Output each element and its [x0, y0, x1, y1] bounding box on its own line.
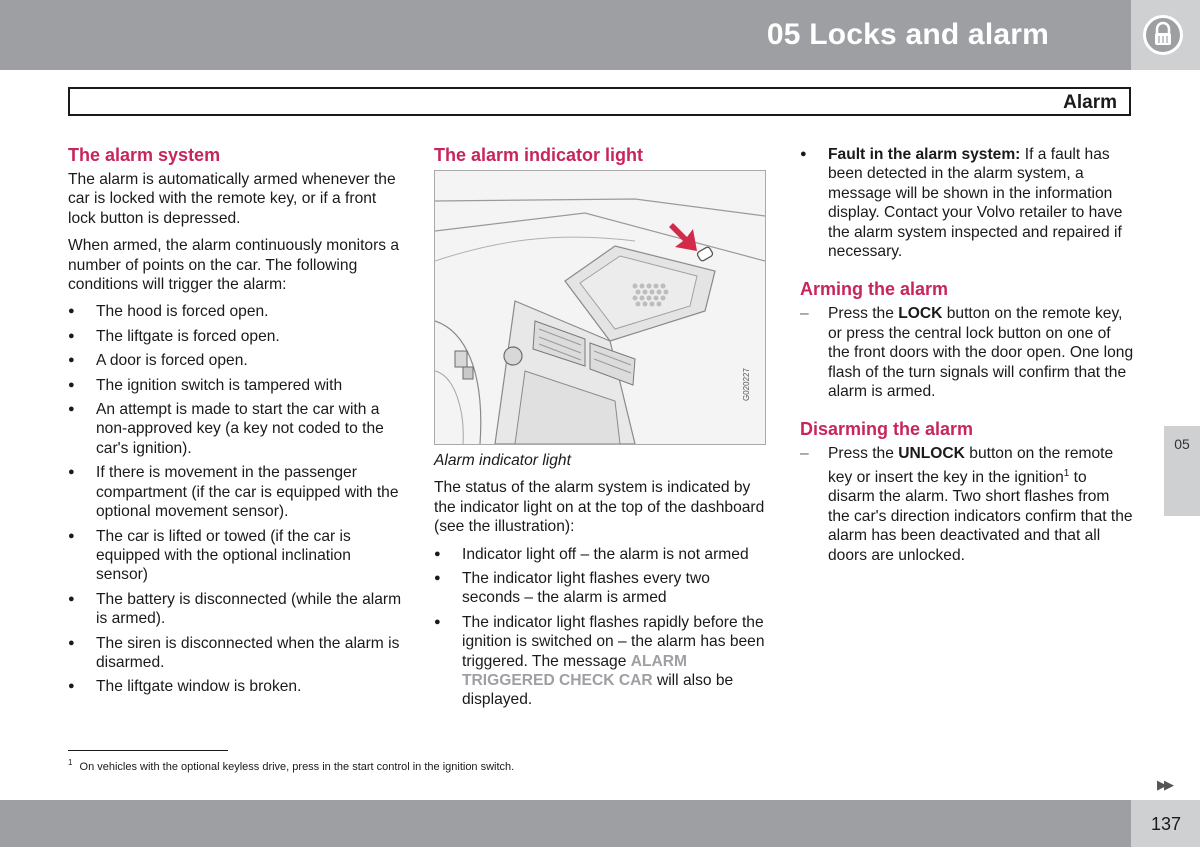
page-number-box [1131, 800, 1200, 847]
arming-steps [800, 304, 1134, 401]
paragraph: When armed, the alarm continuously monitors a number of points on the car. The following conditions will trigger the alarm: [68, 237, 400, 294]
step-text: button on the remote key, or press the central lock button on one of the front doors with the door open. One long flash of the turn signals will confirm that the alarm is armed. [828, 305, 1134, 401]
fault-list [800, 145, 1134, 261]
chapter-icon-box [1131, 0, 1200, 70]
step-text: Press the [828, 445, 894, 463]
section-title: Alarm [1063, 92, 1117, 113]
column-arming [800, 145, 1134, 570]
list-item: ● The liftgate is forced open. [68, 327, 403, 346]
list-item: ● The ignition switch is tampered with [68, 376, 403, 395]
footnote [68, 758, 514, 773]
footnote-divider [68, 750, 228, 751]
lock-button-label: LOCK [898, 305, 943, 323]
page-number: 137 [1150, 814, 1181, 834]
figure-caption: Alarm indicator light [434, 452, 571, 469]
footer-bar [0, 800, 1131, 847]
paragraph: The alarm is automatically armed whenever the car is locked with the remote key, or if a front lock button is depressed. [68, 171, 396, 227]
column-alarm-system [68, 145, 403, 702]
dashboard-illustration [434, 170, 766, 445]
list-item [800, 304, 1134, 401]
header-bar [0, 0, 1131, 70]
list-item [434, 613, 768, 710]
chapter-title: 05 Locks and alarm [766, 18, 1049, 51]
indicator-states-list [434, 545, 768, 710]
list-item: ● A door is forced open. [68, 351, 403, 370]
fault-text: If a fault has been detected in the alarm system, a message will be shown in the information display. Contact your Volvo retailer to have the alarm system inspected and repaired if necessary. [828, 146, 1123, 261]
heading-arming: Arming the alarm [800, 279, 949, 300]
figure-code: G020227 [742, 368, 751, 401]
list-item: ● The siren is disconnected when the alarm is disarmed. [68, 634, 403, 673]
paragraph: The status of the alarm system is indicated by the indicator light on at the top of the dashboard (see the illustration): [434, 479, 765, 536]
alarm-message: ALARM TRIGGERED CHECK CAR [462, 652, 688, 690]
list-item: ● The car is lifted or towed (if the car is equipped with the optional inclination sensor) [68, 527, 403, 585]
list-item: ● The battery is disconnected (while the alarm is armed). [68, 590, 403, 629]
section-header [68, 87, 1131, 116]
double-arrow-icon[interactable]: ▶▶ [1157, 777, 1171, 792]
heading-disarming: Disarming the alarm [800, 419, 974, 440]
list-item: ● Indicator light off – the alarm is not armed [434, 545, 768, 564]
fault-label: Fault in the alarm system: [828, 146, 1021, 163]
list-item-text: will also be displayed. [462, 672, 734, 709]
footnote-text: On vehicles with the optional keyless drive, press in the start control in the ignition switch. [79, 760, 515, 773]
list-item: ● If there is movement in the passenger compartment (if the car is equipped with the optional movement sensor). [68, 463, 403, 521]
list-item: ● The hood is forced open. [68, 302, 403, 321]
footnote-marker: 1 [68, 758, 73, 767]
list-item [800, 145, 1134, 261]
column-indicator-light [434, 145, 768, 715]
step-text: to disarm the alarm. Two short flashes from the car's direction indicators confirm that the alarm has been deactivated and that all doors are unlocked. [828, 469, 1133, 564]
footnote-ref: 1 [1063, 467, 1070, 479]
disarming-steps [800, 444, 1134, 565]
step-text: button on the remote key or insert the key in the ignition [828, 445, 1114, 487]
list-item: ● The indicator light flashes every two seconds – the alarm is armed [434, 569, 768, 608]
list-item [800, 444, 1134, 565]
step-text: Press the [828, 305, 894, 323]
chapter-tab[interactable] [1164, 426, 1200, 516]
list-item: ● The liftgate window is broken. [68, 677, 403, 696]
heading-indicator-light: The alarm indicator light [434, 145, 644, 165]
unlock-button-label: UNLOCK [898, 445, 965, 463]
trigger-conditions-list [68, 302, 403, 696]
lock-icon [1143, 15, 1183, 55]
list-item: ● An attempt is made to start the car with a non-approved key (a key not coded to the car's ignition). [68, 400, 403, 458]
list-item-text: The indicator light flashes rapidly before the ignition is switched on – the alarm has been triggered. The message [462, 613, 765, 670]
heading-alarm-system: The alarm system [68, 145, 221, 165]
chapter-tab-label: 05 [1174, 436, 1190, 452]
